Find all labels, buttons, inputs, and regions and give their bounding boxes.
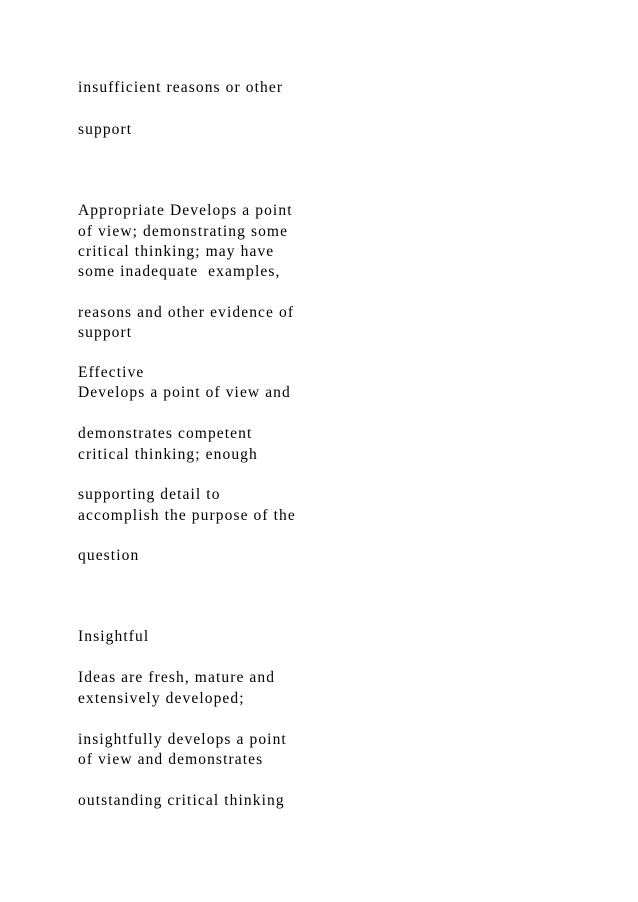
text-line: support — [78, 121, 133, 138]
text-line: extensively developed; — [78, 690, 245, 707]
text-line: insightfully develops a point — [78, 731, 287, 748]
text-line: critical thinking; may have — [78, 243, 275, 260]
text-line: Appropriate Develops a point — [78, 202, 293, 219]
text-line: Develops a point of view and — [78, 384, 291, 401]
text-line: insufficient reasons or other — [78, 79, 284, 96]
text-line: supporting detail to — [78, 486, 221, 503]
text-line: reasons and other evidence of — [78, 304, 295, 321]
section-heading-insightful: Insightful — [78, 628, 150, 645]
text-line: accomplish the purpose of the — [78, 507, 296, 524]
text-line: outstanding critical thinking — [78, 792, 285, 809]
text-line: support — [78, 324, 133, 341]
text-line: question — [78, 547, 140, 564]
text-line: demonstrates competent — [78, 425, 253, 442]
text-line: of view and demonstrates — [78, 751, 264, 768]
section-heading-effective: Effective — [78, 364, 145, 381]
text-line: Ideas are fresh, mature and — [78, 669, 276, 686]
text-line: of view; demonstrating some — [78, 223, 289, 240]
text-line: critical thinking; enough — [78, 446, 258, 463]
text-line: some inadequate examples, — [78, 263, 281, 280]
